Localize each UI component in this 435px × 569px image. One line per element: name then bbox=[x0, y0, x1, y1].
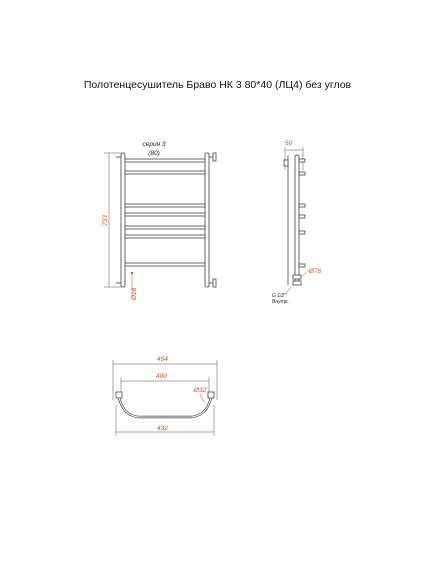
series-value: (80) bbox=[148, 150, 160, 157]
outer-width-label: 454 bbox=[157, 356, 168, 363]
thread-label: G 1/2" bbox=[272, 293, 287, 299]
drawing-title: Полотенцесушитель Браво НК 3 80*40 (ЛЦ4) без углов bbox=[83, 79, 352, 91]
left-upright bbox=[121, 153, 125, 287]
rungs bbox=[125, 159, 205, 266]
side-rung-ends bbox=[299, 159, 305, 267]
tube-dim-label: Ø32 bbox=[194, 387, 207, 394]
top-view-tube bbox=[119, 398, 211, 417]
bottom-width-label: 432 bbox=[157, 425, 168, 432]
side-upright bbox=[295, 155, 299, 285]
inner-width-label: 400 bbox=[156, 373, 167, 380]
series-label: серия 3 bbox=[142, 141, 166, 148]
front-view bbox=[104, 153, 216, 300]
right-upright bbox=[205, 153, 209, 287]
side-view bbox=[284, 147, 309, 293]
flange-dim-label: Ø75 bbox=[309, 268, 322, 275]
depth-dim-label: 50 bbox=[285, 140, 293, 147]
pipe-dim-label: Ø18 bbox=[131, 287, 138, 300]
height-dim-label: 733 bbox=[102, 215, 109, 226]
thread-note: Внутр. bbox=[272, 299, 289, 305]
